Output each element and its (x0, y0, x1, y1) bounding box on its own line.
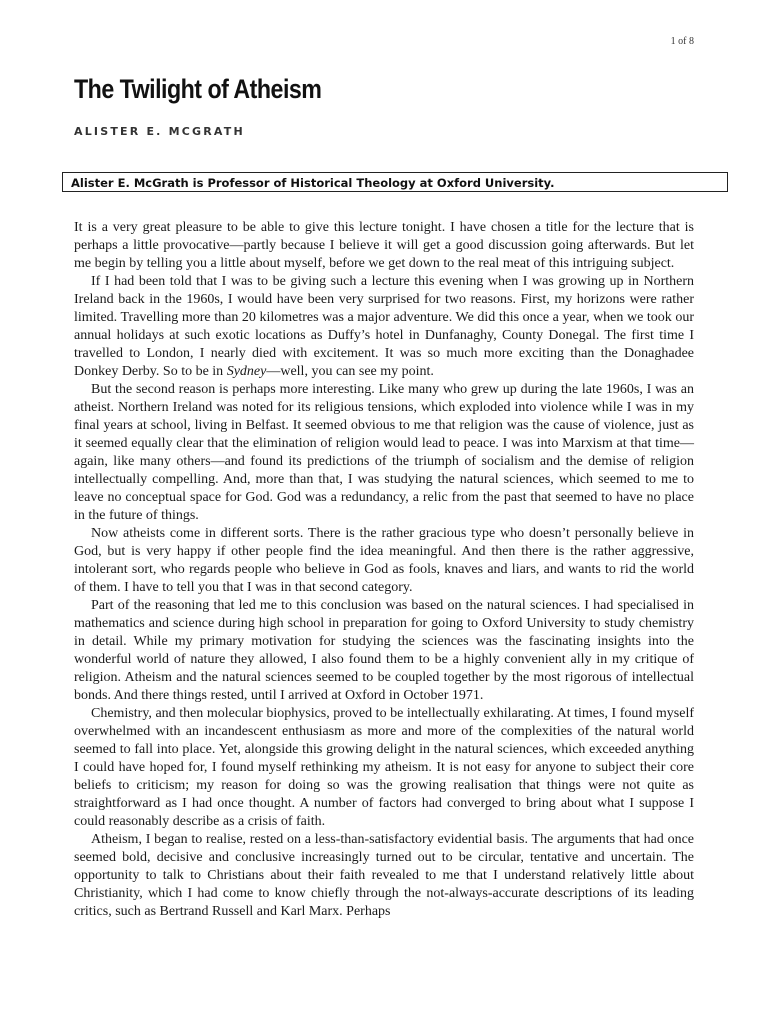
paragraph-6: Chemistry, and then molecular biophysics, proved to be intellectually exhilarating. At times, I found myself overwhelmed with an incandescent enthusiasm as more and more of the complexities of the natural world seemed to fall into place. Yet, alongside this growing delight in the natural sciences, which exceeded anything I could have hoped for, I found myself rethinking my atheism. It is not easy for anyone to subject their core beliefs to criticism; my reason for doing so was the growing realisation that things were not quite as straightforward as I had once thought. A number of factors had converged to bring about what I suppose I could reasonably describe as a crisis of faith. (74, 706, 694, 829)
paragraph-2 (74, 273, 694, 381)
article-title: The Twilight of Atheism (74, 74, 322, 104)
author-name: ALISTER E. MCGRATH (74, 125, 245, 138)
paragraph-3: But the second reason is perhaps more interesting. Like many who grew up during the late 1960s, I was an atheist. Northern Ireland was noted for its religious tensions, which exploded into violence while I was in my final years at school, living in Belfast. It seemed obvious to me that religion was the cause of violence, just as it seemed equally clear that the elimination of religion would lead to peace. I was into Marxism at that time—again, like many others—and found its predictions of the triumph of socialism and the demise of religion intellectually compelling. And, more than that, I was studying the natural sciences, which seemed to me to leave no conceptual space for God. God was a redundancy, a relic from the past that seemed to have no place in the future of things. (74, 382, 694, 523)
article-body (74, 219, 694, 921)
paragraph-7: Atheism, I began to realise, rested on a less-than-satisfactory evidential basis. The arguments that had once seemed bold, decisive and conclusive increasingly turned out to be circular, tentative and uncertain. The opportunity to talk to Christians about their faith revealed to me that I understand relatively little about Christianity, which I had come to know chiefly through the not-always-accurate descriptions of its leading critics, such as Bertrand Russell and Karl Marx. Perhaps (74, 832, 694, 919)
page-number: 1 of 8 (670, 36, 694, 47)
paragraph-5: Part of the reasoning that led me to this conclusion was based on the natural sciences. I had specialised in mathematics and science during high school in preparation for going to Oxford University to study chemistry in detail. While my primary motivation for studying the sciences was the fascinating insights into the wonderful world of nature they allowed, I also found them to be a highly convenient ally in my critique of religion. Atheism and the natural sciences seemed to be coupled together by the most rigorous of intellectual bonds. And there things rested, until I arrived at Oxford in October 1971. (74, 598, 694, 703)
paragraph-2-emphasis: Sydney (226, 364, 267, 379)
author-bio-box: Alister E. McGrath is Professor of Historical Theology at Oxford University. (62, 172, 728, 192)
paragraph-4: Now atheists come in different sorts. There is the rather gracious type who doesn’t personally believe in God, but is very happy if other people find the idea meaningful. And then there is the rather aggressive, intolerant sort, who regards people who believe in God as fools, knaves and liars, and wants to rid the world of them. I have to tell you that I was in that second category. (74, 526, 694, 595)
paragraph-1: It is a very great pleasure to be able to give this lecture tonight. I have chosen a title for the lecture that is perhaps a little provocative—partly because I believe it will get a good discussion going afterwards. But let me begin by telling you a little about myself, before we get down to the real meat of this intriguing subject. (74, 220, 694, 271)
paragraph-2-tail: —well, you can see my point. (266, 364, 434, 379)
paragraph-2-text: If I had been told that I was to be giving such a lecture this evening when I was growing up in Northern Ireland back in the 1960s, I would have been very surprised for two reasons. First, my horizons were rather limited. Travelling more than 20 kilometres was a major adventure. We did this once a year, when we took our annual holidays at such exotic locations as Duffy’s hotel in Dunfanaghy, County Donegal. The first time I travelled to London, I nearly died with excitement. It was so much more exciting than the Donaghadee Donkey Derby. So to be in (74, 274, 694, 379)
